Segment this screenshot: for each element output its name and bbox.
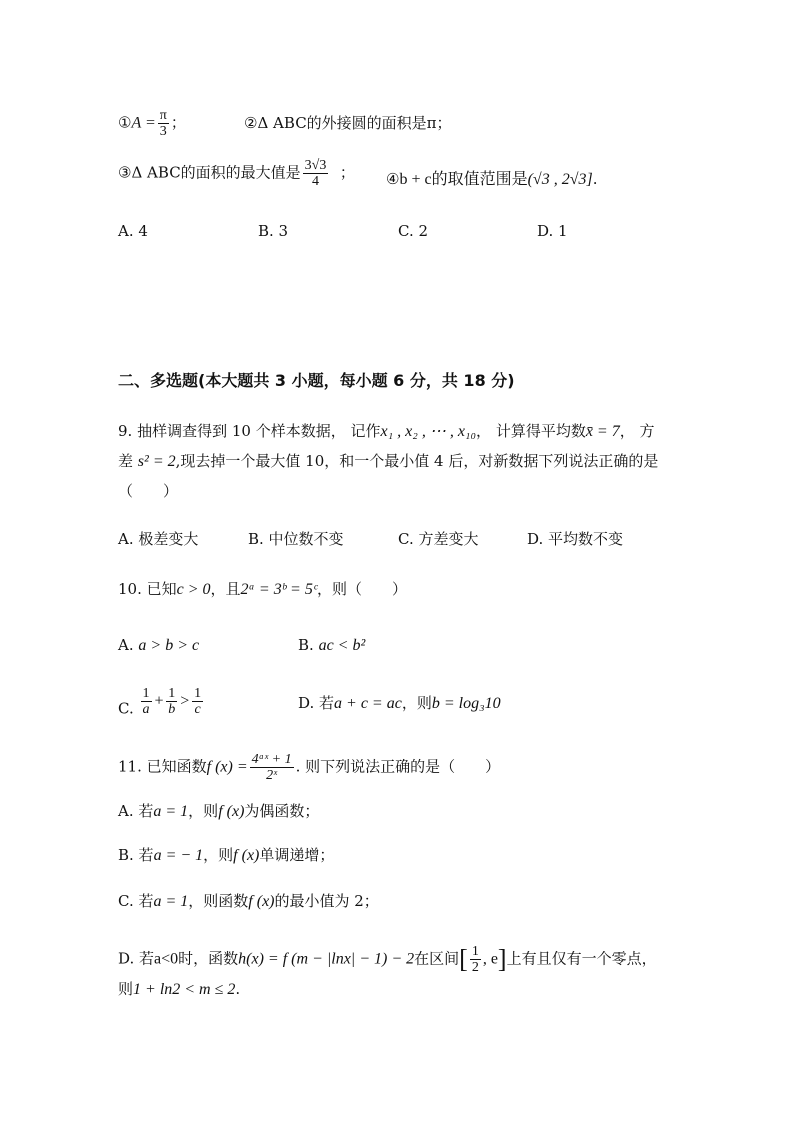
- statement-4-text: b + c的取值范围是: [399, 171, 528, 188]
- statement-1-mark: ①: [118, 113, 132, 132]
- q9-mean: x̄ = 7: [585, 423, 620, 440]
- q9-sample-vars: x₁ , x₂ , ⋯ , x₁₀: [380, 423, 477, 440]
- q9-variance: s² = 2: [137, 453, 176, 470]
- section-heading: 二、多选题(本大题共 3 小题，每小题 6 分，共 18 分): [118, 371, 515, 390]
- q8-option-d: D. 1: [537, 222, 568, 240]
- statement-2-text: Δ ABC的外接圆的面积是π；: [257, 114, 452, 132]
- statement-2-mark: ②: [244, 114, 258, 132]
- q10-option-d: D. 若a + c = ac，则b = log₃10: [298, 694, 501, 712]
- q8-option-a: A. 4: [118, 222, 148, 240]
- q10-option-b: B. ac < b²: [298, 636, 366, 654]
- statement-1-lhs: A =: [131, 114, 156, 132]
- q11-stem: 11. 已知函数f (x) = $\frac{\text{4ᵃˣ + 1}}{\text{2ˣ}}$ . 则下列说法正确的是（ ）: [118, 752, 501, 783]
- statement-2: [244, 112, 452, 134]
- statement-1: ①A = $\frac{\pi}{3}$ ；: [118, 108, 186, 139]
- statement-3-text: Δ ABC的面积的最大值是: [131, 163, 301, 182]
- q11-option-d-line-2: 则1 + ln2 < m ≤ 2.: [118, 980, 241, 998]
- q10-equation: 2ᵃ = 3ᵇ = 5ᶜ: [240, 581, 318, 598]
- q9-line-1: 9. 抽样调查得到 10 个样本数据， 记作x₁ , x₂ , ⋯ , x₁₀， 计算得平均数x̄ = 7， 方: [118, 422, 655, 440]
- q11-option-b: B. 若a = − 1，则f (x)单调递增；: [118, 846, 335, 864]
- q10-stem: 10. 已知c > 0，且2ᵃ = 3ᵇ = 5ᶜ，则（ ）: [118, 580, 408, 598]
- q10-option-a: A. a > b > c: [118, 636, 200, 654]
- statement-3-mark: ③: [118, 163, 132, 182]
- statement-3: ③Δ ABC的面积的最大值是 $\frac{3√3}{4}$ ；: [118, 158, 355, 189]
- q11-option-a: A. 若a = 1，则f (x)为偶函数；: [118, 802, 320, 820]
- q10-option-c: C. $\frac{1}{a}$ + $\frac{1}{b}$ > $\frac{1}{c}$: [118, 686, 202, 718]
- statement-4: ④b + c的取值范围是(√3 , 2√3].: [386, 170, 598, 188]
- q9-option-d: D. 平均数不变: [527, 530, 624, 548]
- q8-option-b: B. 3: [258, 222, 289, 240]
- statement-1-fraction: $\frac{\pi}{3}$: [159, 108, 167, 139]
- q9-option-a: A. 极差变大: [118, 530, 199, 548]
- q11-function-fraction: $\frac{\text{4ᵃˣ + 1}}{\text{2ˣ}}$: [251, 752, 292, 783]
- statement-4-range: (√3 , 2√3]: [527, 171, 593, 188]
- q9-option-b: B. 中位数不变: [248, 530, 344, 548]
- q8-option-c: C. 2: [398, 222, 429, 240]
- q9-line-2: 差 s² = 2,现去掉一个最大值 10，和一个最小值 4 后，对新数据下列说法正确的是: [118, 452, 659, 470]
- statement-3-fraction: $\frac{3√3}{4}$: [304, 158, 327, 189]
- q9-option-c: C. 方差变大: [398, 530, 479, 548]
- q11-option-d: D. 若a<0时，函数h(x) = f (m − |lnx| − 1) − 2在区间[ $\frac{1}{2}$ , e]上有且仅有一个零点，: [118, 944, 657, 975]
- q10-log-result: b = log₃10: [431, 695, 501, 712]
- q9-answer-paren: （ ）: [118, 482, 179, 500]
- q11-option-c: C. 若a = 1，则函数f (x)的最小值为 2；: [118, 892, 379, 910]
- statement-4-mark: ④: [386, 170, 400, 188]
- q11-h-function: h(x) = f (m − |lnx| − 1) − 2: [238, 950, 415, 968]
